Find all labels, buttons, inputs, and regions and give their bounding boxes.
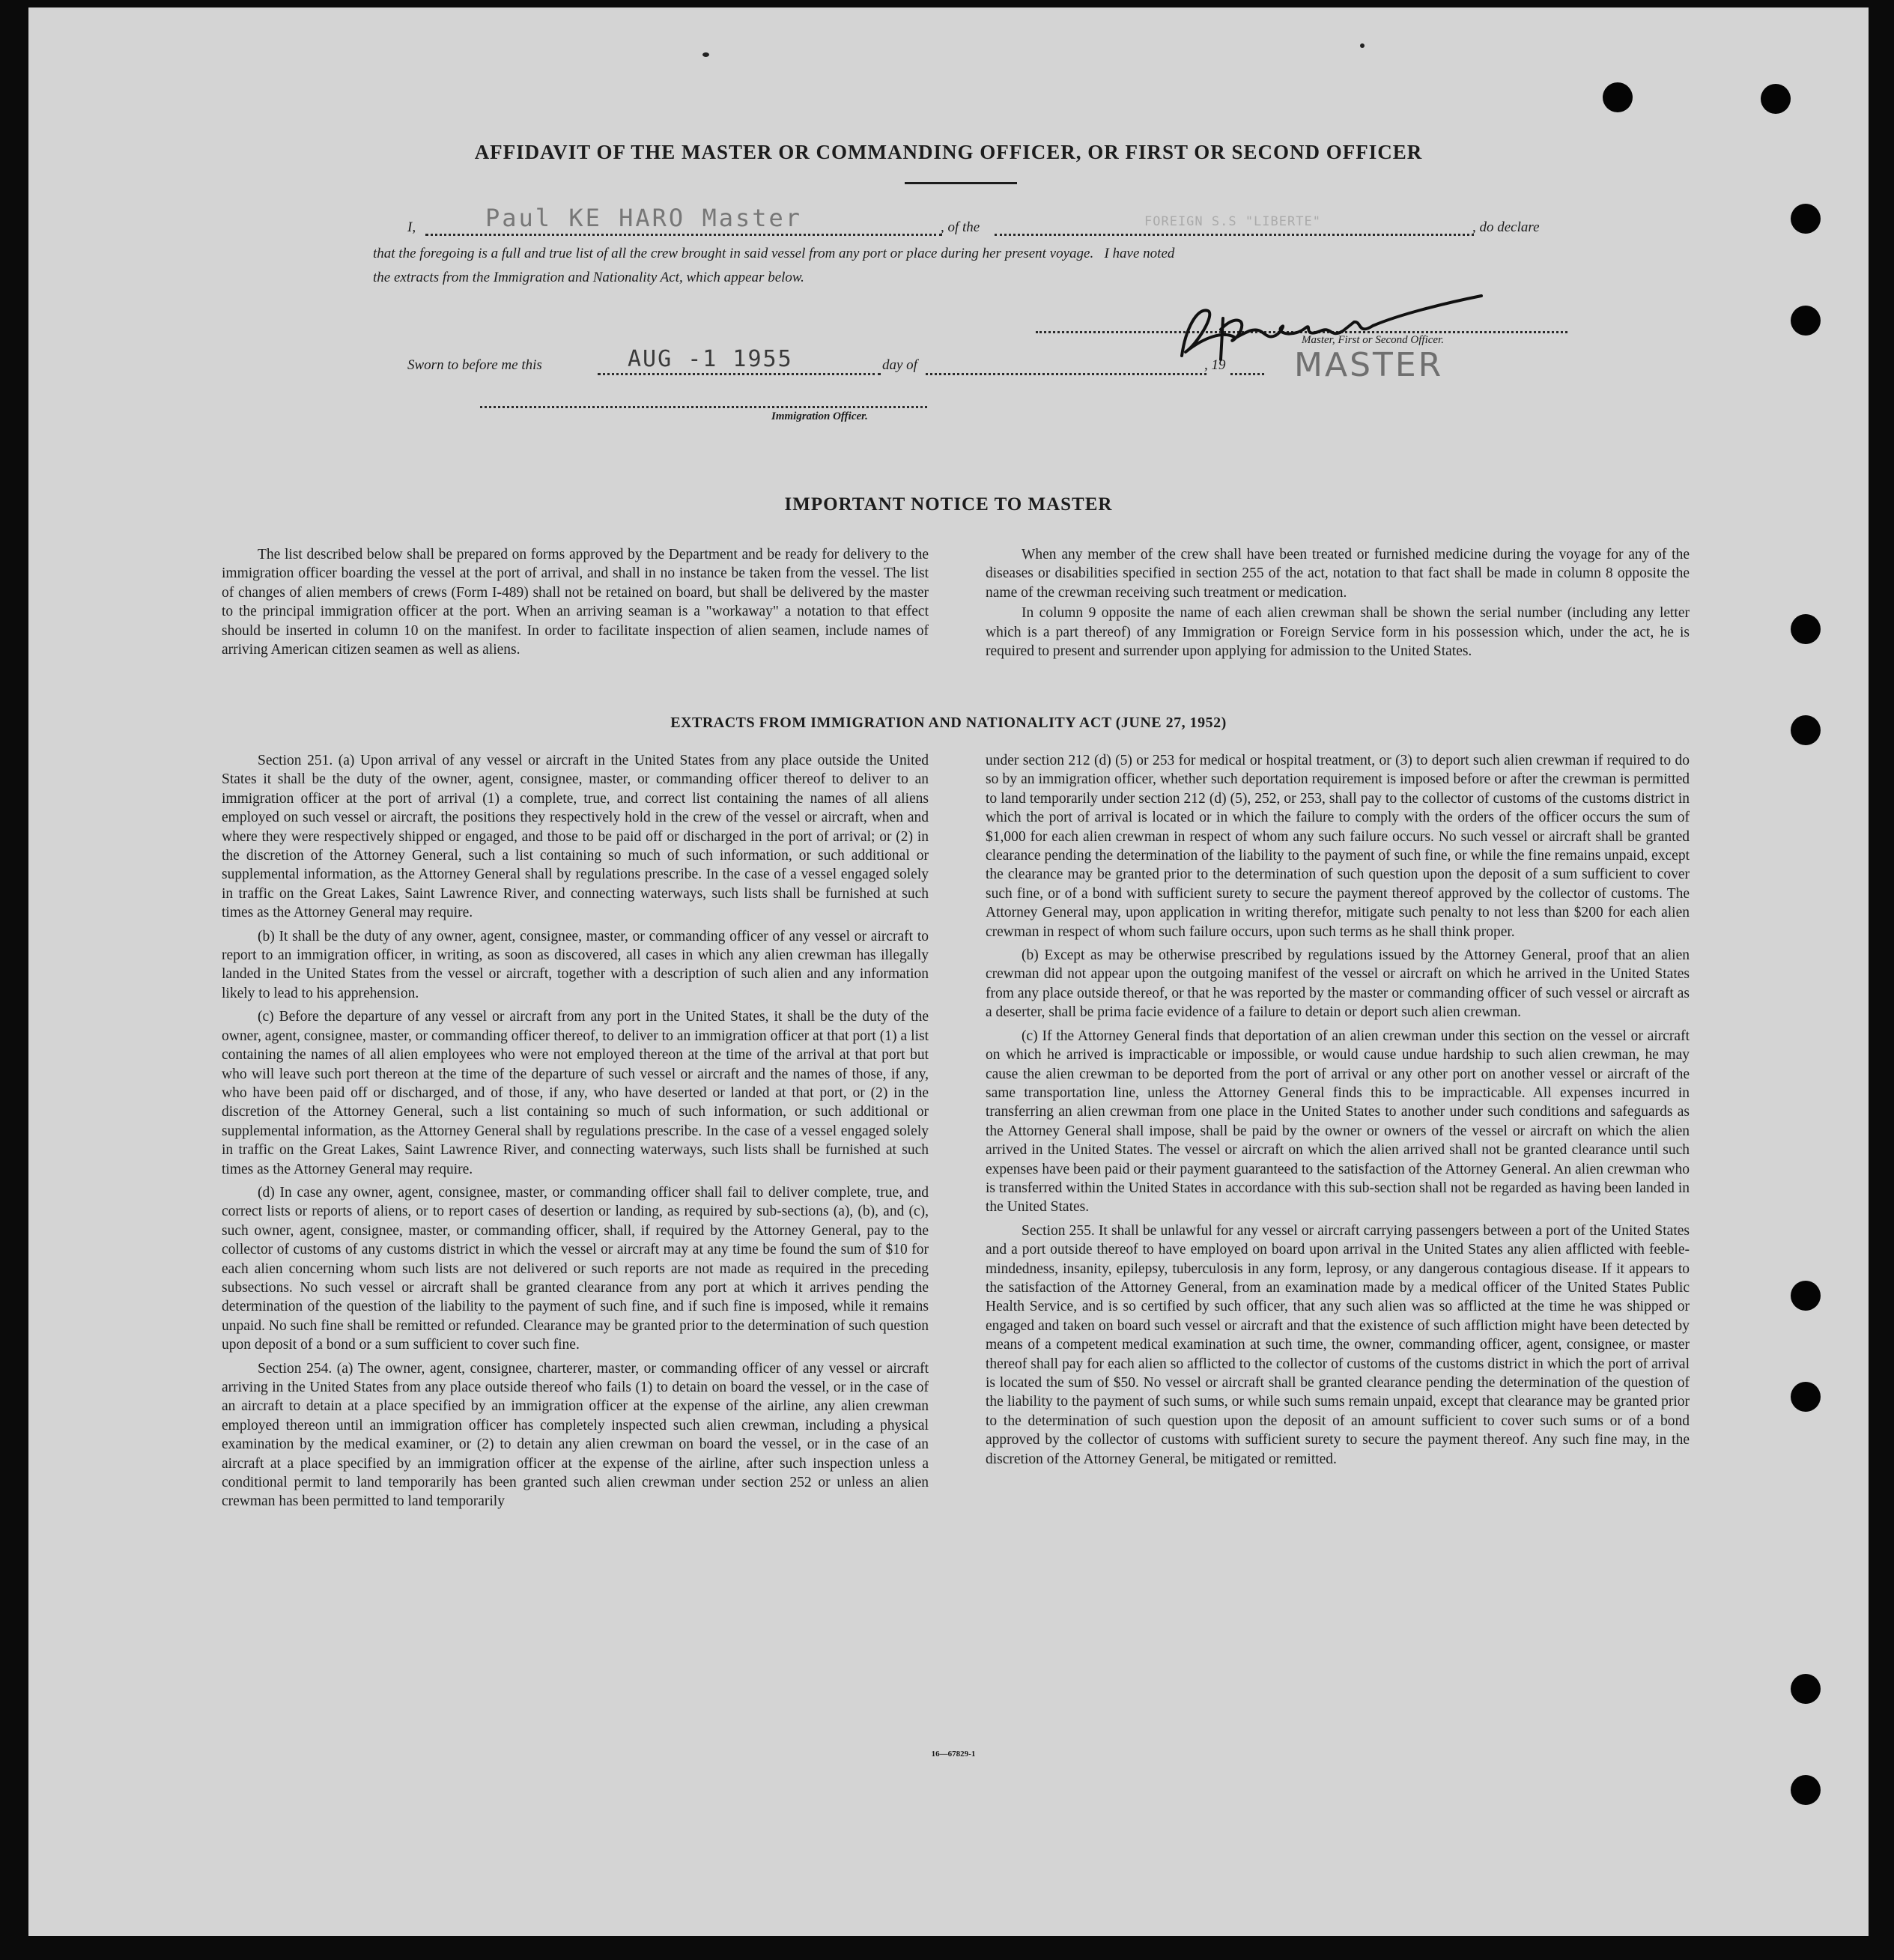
binder-hole	[1791, 204, 1821, 234]
sworn-label: Sworn to before me this	[407, 357, 542, 373]
section-254a: Section 254. (a) The owner, agent, consignee, charterer, master, or commanding officer of any vessel or aircraft arriving in the United States from any place outside thereof who fails (1) to detain on board the vessel, or in the case of an aircraft to detain at a place specified by an immigration officer at the expense of the airline, any alien crewman employed thereon until an immigration officer has completely inspected such alien crewman, including a physical examination by the medical examiner, or (2) to detain any alien crewman on board the vessel, or in the case of an aircraft at a place specified by an immigration officer at the expense of the airline, after such inspection unless a conditional permit to land temporarily has been granted such alien crewman under section 252 or unless an alien crewman has been permitted to land temporarily	[222, 1360, 929, 1510]
section-254a-continued: under section 212 (d) (5) or 253 for medical or hospital treatment, or (3) to deport such alien crewman if required to do so by an immigration officer, whether such deportation requirement is imposed before or after the crewman is permitted to land temporarily under section 212 (d) (5), 252, or 253, shall pay to the collector of customs of the customs district in which the port of arrival is located or in which the failure to comply with the orders of the officer occurs the sum of $1,000 for each alien crewman in respect of whom any such failure occurs. No such vessel or aircraft shall be granted clearance pending the determination of the liability to the payment of such fine, or while the fine remains unpaid, except the clearance may be granted prior to the determination of such question upon the deposit of a sum sufficient to cover such fine, or of a bond with sufficient surety to secure the payment thereof approved by the collector of customs. The Attorney General may, upon application in writing therefor, mitigate such penalty to not less than $200 for each alien crewman in respect of whom such failure occurs, upon such terms as he shall think proper.	[986, 753, 1690, 940]
binder-hole	[1761, 84, 1791, 114]
affidavit-title: AFFIDAVIT OF THE MASTER OR COMMANDING OFFICER, OR FIRST OR SECOND OFFICER	[474, 141, 1423, 163]
vessel-line	[995, 234, 1474, 236]
master-name: Paul KE HARO Master	[485, 204, 803, 232]
binder-hole	[1791, 1775, 1821, 1805]
notice-right-paragraph-2: In column 9 opposite the name of each alien crewman shall be shown the serial number (including any letter which is a part thereof) of any Immigration or Foreign Service form in his possession which, under the act, he is required to present and surrender upon applying for admission to the United States.	[986, 605, 1690, 660]
notice-left-column	[222, 545, 929, 664]
ink-speck	[1360, 43, 1365, 48]
day-of-label: day of	[882, 357, 917, 373]
i-label: I,	[407, 219, 416, 235]
binder-hole	[1791, 1281, 1821, 1311]
signature-caption: Master, First or Second Officer.	[1302, 334, 1444, 346]
master-name-line	[425, 234, 942, 236]
binder-hole	[1791, 1674, 1821, 1704]
year-prefix: , 19	[1204, 357, 1226, 373]
section-251c: (c) Before the departure of any vessel or aircraft from any port in the United States, it shall be the duty of the owner, agent, consignee, master, or commanding officer thereof, to deliver to an immigration officer at that port (1) a list containing the names of all alien employees who were not employed thereon at the time of the arrival at that port but who will leave such port thereon at the time of the departure of such vessel or aircraft and the names of those, if any, who have been paid off or discharged, and of those, if any, who have deserted or landed at that port, or (2) in the discretion of the Attorney General, such a list containing so much of such information, or such additional or supplemental information, as the Attorney General shall by regulations prescribe. In the case of a vessel engaged solely in traffic on the Great Lakes, Saint Lawrence River, and connecting waterways, such lists shall be furnished at such times as the Attorney General may require.	[222, 1009, 929, 1177]
master-stamp: MASTER	[1294, 346, 1444, 384]
notice-left-paragraph: The list described below shall be prepared on forms approved by the Department and be ready for delivery to the immigration officer boarding the vessel at the port of arrival, and shall in no instance be taken from the vessel. The list of changes of alien members of crews (Form I-489) shall not be retained on board, but shall be delivered by the master to the principal immigration officer at the port. When an arriving seaman is a "workaway" a notation to that effect should be inserted in column 10 on the manifest. In order to facilitate inspection of alien seamen, include names of arriving American citizen seamen as well as aliens.	[222, 547, 929, 658]
notice-right-column	[986, 545, 1690, 665]
section-251a: Section 251. (a) Upon arrival of any vessel or aircraft in the United States from any place outside the United States it shall be the duty of the owner, agent, consignee, master, or commanding officer thereof to deliver to an immigration officer at the port of arrival (1) a complete, true, and correct list containing the names of all aliens employed on such vessel or aircraft, the positions they respectively hold in the crew of the vessel or aircraft, when and where they were respectively shipped or engaged, and those to be paid off or discharged in the port of arrival; or (2) in the discretion of the Attorney General, such a list containing so much of such information, or such additional or supplemental information, as the Attorney General shall by regulations prescribe. In the case of a vessel engaged solely in traffic on the Great Lakes, Saint Lawrence River, and connecting waterways, such lists shall be furnished at such times as the Attorney General may require.	[222, 753, 929, 921]
do-declare-label: , do declare	[1472, 219, 1540, 235]
ink-speck	[702, 52, 709, 57]
notice-right-paragraph-1: When any member of the crew shall have been treated or furnished medicine during the voyage for any of the diseases or disabilities specified in section 255 of the act, notation to that fact shall be made in column 8 opposite the name of the crewman receiving such treatment or medication.	[986, 547, 1690, 601]
document-page	[28, 7, 1869, 1936]
binder-hole	[1791, 306, 1821, 336]
binder-hole	[1791, 1382, 1821, 1412]
extracts-right-column	[986, 751, 1690, 1473]
form-number: 16—67829-1	[931, 1750, 976, 1759]
section-254c: (c) If the Attorney General finds that deportation of an alien crewman under this section on the vessel or aircraft on which he arrived is impracticable or impossible, or would cause undue hardship to such alien crewman, he may cause the alien crewman to be deported from the port of arrival or any other port on another vessel or aircraft of the same transportation line, unless the Attorney General finds this to be impracticable. All expenses incurred in transferring an alien crewman from one place in the United States to another under such conditions and safeguards as the Attorney General shall impose, shall be paid by the owner or owners of the vessel or aircraft on which the alien arrived in the United States. The vessel or aircraft on which the alien arrived shall not be granted clearance until such expenses have been paid or their payment guaranteed to the satisfaction of the Attorney General. An alien crewman who is transferred within the United States in accordance with this sub-section shall not be regarded as having been landed in the United States.	[986, 1028, 1690, 1216]
extracts-title: EXTRACTS FROM IMMIGRATION AND NATIONALITY ACT (JUNE 27, 1952)	[670, 714, 1227, 731]
month-line	[926, 373, 1206, 375]
title-rule	[905, 182, 1017, 184]
of-the-label: , of the	[941, 219, 980, 235]
officer-signature-line	[480, 406, 927, 408]
vessel-name: FOREIGN S.S "LIBERTE"	[1144, 214, 1321, 229]
extracts-left-column	[222, 751, 929, 1516]
year-line	[1230, 373, 1264, 375]
sworn-date: AUG -1 1955	[628, 346, 793, 372]
declaration-line-2: the extracts from the Immigration and Nationality Act, which appear below.	[373, 270, 804, 285]
section-251b: (b) It shall be the duty of any owner, agent, consignee, master, or commanding officer of any vessel or aircraft to report to an immigration officer, in writing, as soon as discovered, all cases in which any alien crewman has illegally landed in the United States from the vessel or aircraft, together with a description of such alien and any information likely to lead to his apprehension.	[222, 928, 929, 1001]
binder-hole	[1603, 82, 1633, 112]
section-251d: (d) In case any owner, agent, consignee, master, or commanding officer shall fail to deliver complete, true, and correct lists or reports of aliens, or to report cases of desertion or landing, as required by sub-sections (a), (b), and (c), such owner, agent, consignee, master, or commanding officer, shall, if required by the Attorney General, pay to the collector of customs of any customs district in which the vessel or aircraft may at any time be found the sum of $10 for each alien concerning whom such lists are not delivered or such reports are not made as required in the preceding subsections. No such vessel or aircraft shall be granted clearance from any port at which it arrives pending the determination of the question of the liability to the payment of such fine, and if such fine is imposed, while it remains unpaid. No such fine shall be remitted or refunded. Clearance may be granted prior to the determination of such question upon deposit of a bond or a sum sufficient to cover such fine.	[222, 1184, 929, 1353]
section-255: Section 255. It shall be unlawful for any vessel or aircraft carrying passengers between a port of the United States and a port outside thereof to have employed on board upon arrival in the United States any alien afflicted with feeble-mindedness, insanity, epilepsy, tuberculosis in any form, leprosy, or any dangerous contagious disease. If it appears to the satisfaction of the Attorney General, from an examination made by a medical officer of the United States Public Health Service, and is so certified by such officer, that any such alien was so afflicted at the time he was shipped or engaged and taken on board such vessel or aircraft and that the existence of such affliction might have been detected by means of a competent medical examination at such time, the owner, commanding officer, agent, consignee, or master thereof shall pay for each alien so afflicted to the collector of customs of the customs district in which the port of arrival is located the sum of $50. No vessel or aircraft shall be granted clearance pending the determination of the question of the liability to the payment of such sums, or while such sums remain unpaid, except that clearance may be granted prior to the determination of such question upon the deposit of an amount sufficient to cover such sums or of a bond approved by the collector of customs with sufficient surety to secure the payment thereof. Any such fine may, in the discretion of the Attorney General, be mitigated or remitted.	[986, 1222, 1690, 1467]
declaration-line-1: that the foregoing is a full and true list of all the crew brought in said vessel from any port or place during her present voyage. I have noted	[373, 246, 1175, 261]
officer-caption: Immigration Officer.	[771, 410, 868, 422]
binder-hole	[1791, 614, 1821, 644]
sworn-date-line	[598, 373, 881, 375]
notice-title: IMPORTANT NOTICE TO MASTER	[784, 494, 1113, 515]
section-254b: (b) Except as may be otherwise prescribed by regulations issued by the Attorney General, proof that an alien crewman did not appear upon the outgoing manifest of the vessel or aircraft on which he arrived in the United States from any place outside thereof, or that he was reported by the master or commanding officer of such vessel or aircraft as a deserter, shall be prima facie evidence of a failure to detain or deport such alien crewman.	[986, 947, 1690, 1021]
